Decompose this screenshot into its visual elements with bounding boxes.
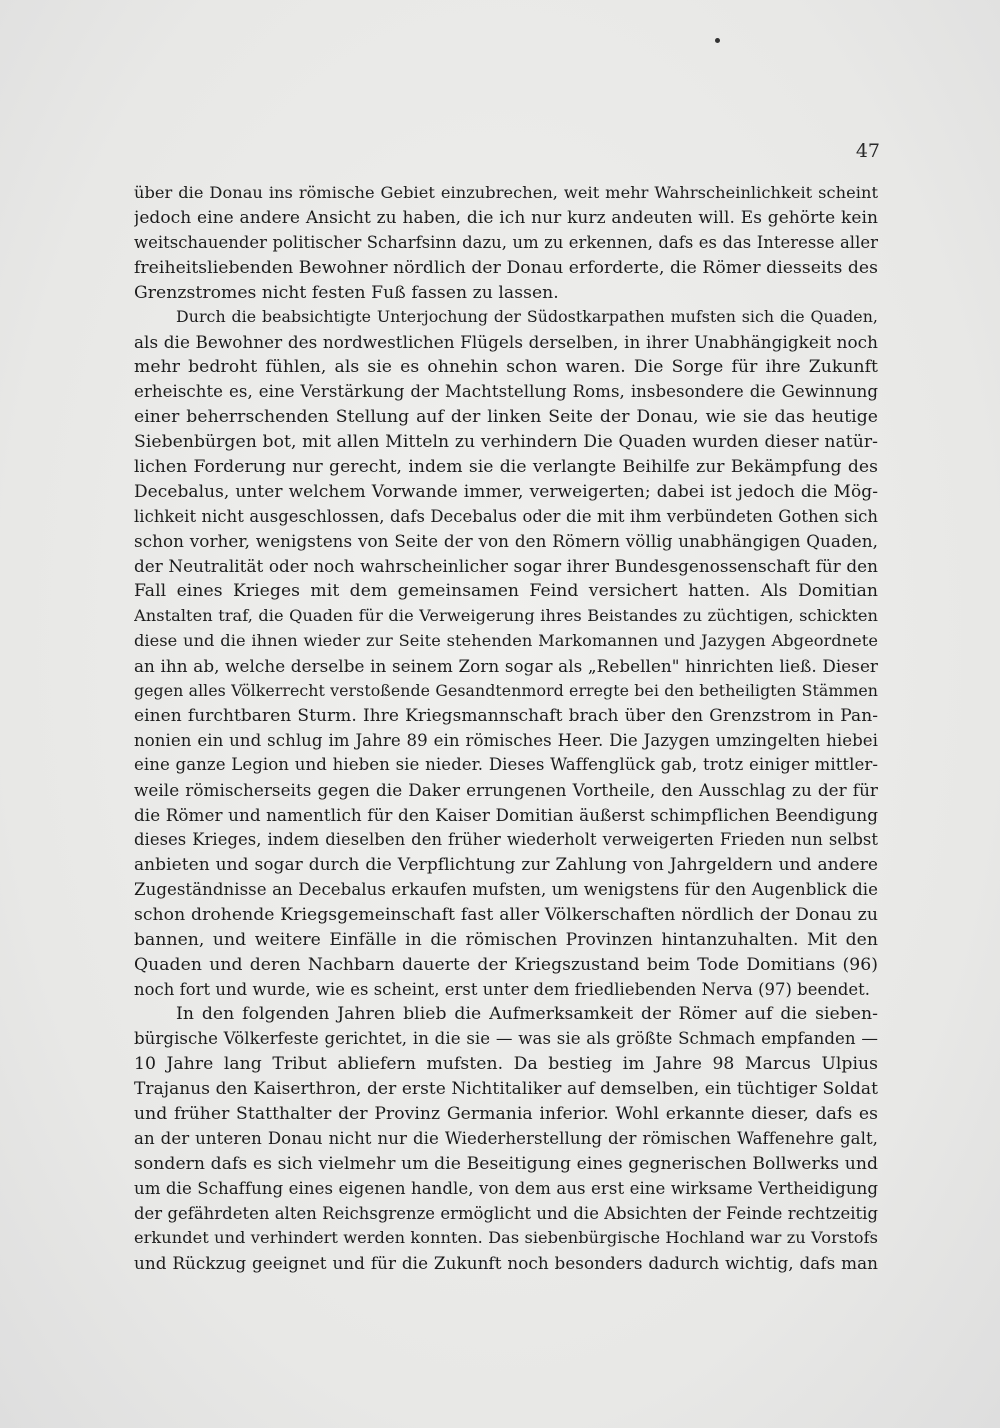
text-line: als die Bewohner des nordwestlichen Flügels derselben, in ihrer Unabhängigkeit noch [134, 332, 878, 353]
text-line: Anstalten traf, die Quaden für die Verweigerung ihres Beistandes zu züchtigen, schickten [134, 606, 878, 626]
text-line: schon vorher, wenigstens von Seite der von den Römern völlig unabhängigen Quaden, [134, 531, 878, 552]
text-line: 10 Jahre lang Tribut abliefern mufsten. Da bestieg im Jahre 98 Marcus Ulpius [134, 1054, 878, 1075]
text-line: an ihn ab, welche derselbe in seinem Zorn sogar als „Rebellen" hinrichten ließ. Dieser [134, 655, 878, 676]
text-line: jedoch eine andere Ansicht zu haben, die ich nur kurz andeuten will. Es gehörte kein [134, 207, 878, 228]
ink-speck [715, 38, 720, 43]
text-line: gegen alles Völkerrecht verstoßende Gesandtenmord erregte bei den betheiligten Stämmen [134, 680, 878, 700]
text-line: In den folgenden Jahren blieb die Aufmerksamkeit der Römer auf die sieben- [176, 1004, 878, 1025]
text-line: der gefährdeten alten Reichsgrenze ermöglicht und die Absichten der Feinde rechtzeitig [134, 1203, 878, 1223]
text-line: Siebenbürgen bot, mit allen Mitteln zu verhindern Die Quaden wurden dieser natür- [134, 431, 878, 452]
text-line: Fall eines Krieges mit dem gemeinsamen Feind versichert hatten. Als Domitian [134, 581, 878, 602]
text-line: eine ganze Legion und hieben sie nieder. Dieses Waffenglück gab, trotz einiger mittler- [134, 755, 878, 775]
text-line: freiheitsliebenden Bewohner nördlich der Donau erforderte, die Römer diesseits des [134, 257, 878, 278]
text-line: erheischte es, eine Verstärkung der Machtstellung Roms, insbesondere die Gewinnung [134, 382, 878, 402]
text-line: und Rückzug geeignet und für die Zukunft noch besonders dadurch wichtig, dafs man [134, 1253, 878, 1274]
text-line: bannen, und weitere Einfälle in die römischen Provinzen hintanzuhalten. Mit den [134, 929, 878, 950]
page-number: 47 [855, 140, 880, 162]
text-line: einen furchtbaren Sturm. Ihre Kriegsmannschaft brach über den Grenzstrom in Pan- [134, 705, 878, 726]
text-line: mehr bedroht fühlen, als sie es ohnehin schon waren. Die Sorge für ihre Zukunft [134, 357, 878, 378]
text-line: anbieten und sogar durch die Verpflichtung zur Zahlung von Jahrgeldern und andere [134, 855, 878, 876]
text-line: schon drohende Kriegsgemeinschaft fast aller Völkerschaften nördlich der Donau zu [134, 904, 878, 925]
text-line: Trajanus den Kaiserthron, der erste Nichtitaliker auf demselben, ein tüchtiger Soldat [134, 1079, 878, 1100]
text-line: dieses Krieges, indem dieselben den früher wiederholt verweigerten Frieden nun selbst [134, 830, 878, 850]
text-line: um die Schaffung eines eigenen handle, von dem aus erst eine wirksame Vertheidigung [134, 1178, 878, 1198]
text-line: und früher Statthalter der Provinz Germania inferior. Wohl erkannte dieser, dafs es [134, 1103, 878, 1124]
text-line: noch fort und wurde, wie es scheint, erst unter dem friedliebenden Nerva (97) beendet. [134, 979, 871, 999]
text-line: lichen Forderung nur gerecht, indem sie die verlangte Beihilfe zur Bekämpfung des [134, 456, 878, 477]
text-line: über die Donau ins römische Gebiet einzubrechen, weit mehr Wahrscheinlichkeit scheint [134, 183, 878, 202]
text-line: die Römer und namentlich für den Kaiser Domitian äußerst schimpflichen Beendigung [134, 805, 878, 826]
text-line: lichkeit nicht ausgeschlossen, dafs Decebalus oder die mit ihm verbündeten Gothen sich [134, 506, 878, 526]
text-line: Zugeständnisse an Decebalus erkaufen mufsten, um wenigstens für den Augenblick die [134, 879, 878, 899]
text-line: an der unteren Donau nicht nur die Wiederherstellung der römischen Waffenehre galt, [134, 1128, 878, 1148]
text-line: weile römischerseits gegen die Daker errungenen Vortheile, den Ausschlag zu der für [134, 780, 878, 801]
text-line: Grenzstromes nicht festen Fuß fassen zu lassen. [134, 282, 559, 303]
text-line: sondern dafs es sich vielmehr um die Beseitigung eines gegnerischen Bollwerks und [134, 1153, 878, 1174]
text-line: weitschauender politischer Scharfsinn dazu, um zu erkennen, dafs es das Interesse aller [134, 232, 878, 252]
text-line: einer beherrschenden Stellung auf der linken Seite der Donau, wie sie das heutige [134, 407, 878, 428]
text-line: erkundet und verhindert werden konnten. Das siebenbürgische Hochland war zu Vorstofs [134, 1228, 878, 1248]
text-line: bürgische Völkerfeste gerichtet, in die sie — was sie als größte Schmach empfanden — [134, 1029, 878, 1049]
text-line: nonien ein und schlug im Jahre 89 ein römisches Heer. Die Jazygen umzingelten hiebei [134, 730, 878, 750]
text-line: der Neutralität oder noch wahrscheinlicher sogar ihrer Bundesgenossenschaft für den [134, 556, 878, 577]
text-line: Quaden und deren Nachbarn dauerte der Kriegszustand beim Tode Domitians (96) [134, 954, 878, 975]
text-line: Decebalus, unter welchem Vorwande immer, verweigerten; dabei ist jedoch die Mög- [134, 481, 878, 502]
text-line: diese und die ihnen wieder zur Seite stehenden Markomannen und Jazygen Abgeordnete [134, 631, 878, 651]
text-line: Durch die beabsichtigte Unterjochung der Südostkarpathen mufsten sich die Quaden, [176, 307, 878, 327]
body-text [134, 181, 878, 1276]
